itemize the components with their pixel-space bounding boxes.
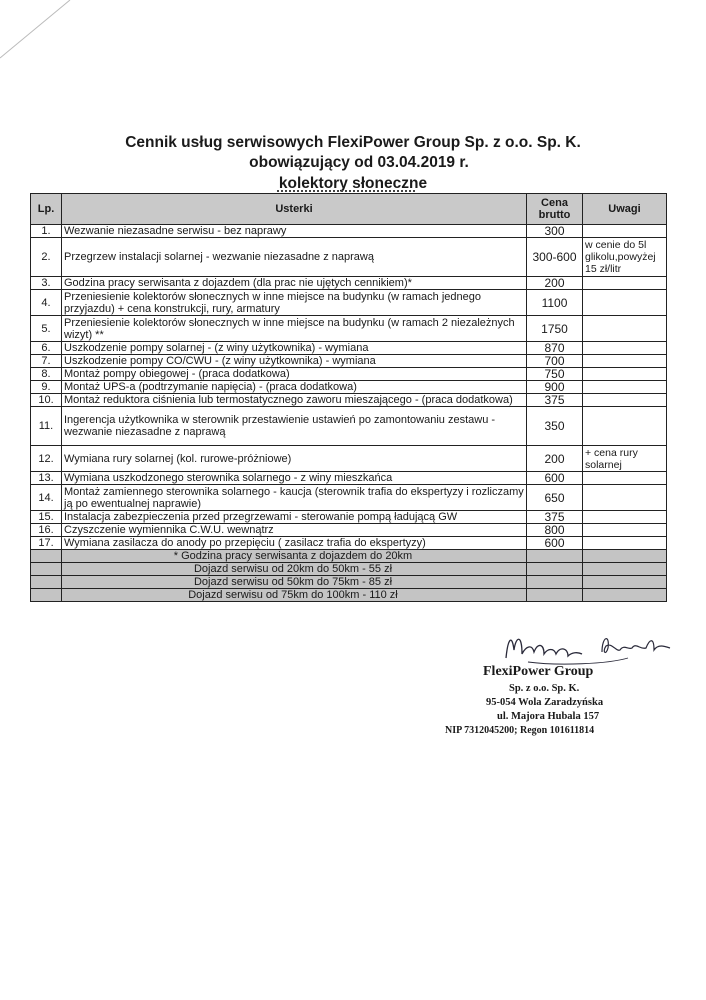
row-notes bbox=[583, 472, 667, 485]
row-desc: Wezwanie niezasadne serwisu - bez naprawy bbox=[62, 225, 527, 238]
row-lp: 16. bbox=[31, 524, 62, 537]
row-price: 800 bbox=[527, 524, 583, 537]
row-notes bbox=[583, 407, 667, 446]
footnote-text: Dojazd serwisu od 50km do 75km - 85 zł bbox=[62, 576, 527, 589]
row-desc: Uszkodzenie pompy solarnej - (z winy użytkownika) - wymiana bbox=[62, 342, 527, 355]
footnote-row bbox=[31, 589, 667, 602]
row-notes bbox=[583, 537, 667, 550]
table-row bbox=[31, 225, 667, 238]
table-row bbox=[31, 290, 667, 316]
row-desc: Instalacja zabezpieczenia przed przegrzewami - sterowanie pompą ładującą GW bbox=[62, 511, 527, 524]
row-price: 375 bbox=[527, 394, 583, 407]
row-desc: Montaż UPS-a (podtrzymanie napięcia) - (praca dodatkowa) bbox=[62, 381, 527, 394]
row-desc: Przeniesienie kolektorów słonecznych w inne miejsce na budynku (w ramach jednego przyjazdu) + cena konstrukcji, rury, armatury bbox=[62, 290, 527, 316]
row-notes bbox=[583, 485, 667, 511]
footnote-text: Dojazd serwisu od 75km do 100km - 110 zł bbox=[62, 589, 527, 602]
row-notes bbox=[583, 381, 667, 394]
row-price: 300-600 bbox=[527, 238, 583, 277]
title-line-3: kolektory słoneczne bbox=[278, 175, 428, 192]
row-lp: 14. bbox=[31, 485, 62, 511]
table-row bbox=[31, 485, 667, 511]
row-desc: Wymiana rury solarnej (kol. rurowe-próżniowe) bbox=[62, 446, 527, 472]
row-price: 600 bbox=[527, 472, 583, 485]
footnote-row bbox=[31, 550, 667, 563]
header-lp: Lp. bbox=[31, 194, 62, 225]
row-price: 1750 bbox=[527, 316, 583, 342]
row-desc: Przegrzew instalacji solarnej - wezwanie niezasadne z naprawą bbox=[62, 238, 527, 277]
footnote-spacer bbox=[31, 550, 62, 563]
row-lp: 6. bbox=[31, 342, 62, 355]
footnote-spacer bbox=[583, 563, 667, 576]
row-price: 650 bbox=[527, 485, 583, 511]
stamp-form: Sp. z o.o. Sp. K. bbox=[509, 683, 580, 694]
stamp-company: FlexiPower Group bbox=[483, 664, 594, 679]
footnote-row bbox=[31, 576, 667, 589]
row-lp: 17. bbox=[31, 537, 62, 550]
row-notes: + cena rury solarnej bbox=[583, 446, 667, 472]
footnote-spacer bbox=[583, 589, 667, 602]
row-desc: Przeniesienie kolektorów słonecznych w inne miejsce na budynku (w ramach 2 niezależnych wizyt) ** bbox=[62, 316, 527, 342]
footnote-spacer bbox=[31, 589, 62, 602]
footnote-text: * Godzina pracy serwisanta z dojazdem do 20km bbox=[62, 550, 527, 563]
table-row bbox=[31, 381, 667, 394]
title-line-2: obowiązujący od 03.04.2019 r. bbox=[249, 154, 469, 171]
row-desc: Wymiana uszkodzonego sterownika solarnego - z winy mieszkańca bbox=[62, 472, 527, 485]
row-price: 375 bbox=[527, 511, 583, 524]
row-price: 200 bbox=[527, 277, 583, 290]
table-row bbox=[31, 238, 667, 277]
row-lp: 3. bbox=[31, 277, 62, 290]
row-price: 1100 bbox=[527, 290, 583, 316]
row-lp: 11. bbox=[31, 407, 62, 446]
row-lp: 2. bbox=[31, 238, 62, 277]
row-price: 350 bbox=[527, 407, 583, 446]
row-notes bbox=[583, 225, 667, 238]
table-row bbox=[31, 524, 667, 537]
table-row bbox=[31, 472, 667, 485]
row-price: 300 bbox=[527, 225, 583, 238]
row-lp: 7. bbox=[31, 355, 62, 368]
folded-corner-mark bbox=[0, 0, 120, 60]
stamp-ids: NIP 7312045200; Regon 101611814 bbox=[445, 725, 595, 736]
table-row bbox=[31, 277, 667, 290]
row-price: 200 bbox=[527, 446, 583, 472]
row-notes: w cenie do 5l glikolu,powyżej 15 zł/litr bbox=[583, 238, 667, 277]
row-price: 600 bbox=[527, 537, 583, 550]
footnote-spacer bbox=[527, 563, 583, 576]
stamp-address-1: 95-054 Wola Zaradzyńska bbox=[486, 697, 604, 708]
row-desc: Czyszczenie wymiennika C.W.U. wewnątrz bbox=[62, 524, 527, 537]
row-notes bbox=[583, 342, 667, 355]
table-header-row bbox=[31, 194, 667, 225]
table-row bbox=[31, 407, 667, 446]
title-line-1: Cennik usług serwisowych FlexiPower Group Sp. z o.o. Sp. K. bbox=[125, 134, 581, 151]
row-desc: Uszkodzenie pompy CO/CWU - (z winy użytkownika) - wymiana bbox=[62, 355, 527, 368]
row-desc: Ingerencja użytkownika w sterownik przestawienie ustawień po zamontowaniu zestawu - wezwanie niezasadne z naprawą bbox=[62, 407, 527, 446]
row-notes bbox=[583, 316, 667, 342]
row-lp: 1. bbox=[31, 225, 62, 238]
row-desc: Godzina pracy serwisanta z dojazdem (dla prac nie ujętych cennikiem)* bbox=[62, 277, 527, 290]
table-row bbox=[31, 394, 667, 407]
row-lp: 12. bbox=[31, 446, 62, 472]
table-row bbox=[31, 511, 667, 524]
row-lp: 9. bbox=[31, 381, 62, 394]
table-row bbox=[31, 342, 667, 355]
footnote-row bbox=[31, 563, 667, 576]
row-notes bbox=[583, 277, 667, 290]
table-row bbox=[31, 368, 667, 381]
footnote-spacer bbox=[527, 576, 583, 589]
footnote-spacer bbox=[583, 550, 667, 563]
row-desc: Wymiana zasilacza do anody po przepięciu ( zasilacz trafia do ekspertyzy) bbox=[62, 537, 527, 550]
price-table bbox=[30, 193, 667, 602]
row-price: 750 bbox=[527, 368, 583, 381]
row-notes bbox=[583, 524, 667, 537]
footnote-text: Dojazd serwisu od 20km do 50km - 55 zł bbox=[62, 563, 527, 576]
footnote-spacer bbox=[31, 563, 62, 576]
header-desc: Usterki bbox=[62, 194, 527, 225]
row-notes bbox=[583, 290, 667, 316]
row-lp: 5. bbox=[31, 316, 62, 342]
table-row bbox=[31, 316, 667, 342]
row-desc: Montaż reduktora ciśnienia lub termostatycznego zaworu mieszającego - (praca dodatkowa) bbox=[62, 394, 527, 407]
row-notes bbox=[583, 355, 667, 368]
stamp-address-2: ul. Majora Hubala 157 bbox=[497, 711, 600, 722]
header-notes: Uwagi bbox=[583, 194, 667, 225]
row-notes bbox=[583, 511, 667, 524]
title-underline bbox=[277, 190, 415, 192]
row-lp: 15. bbox=[31, 511, 62, 524]
table-row bbox=[31, 355, 667, 368]
footnote-spacer bbox=[31, 576, 62, 589]
row-price: 900 bbox=[527, 381, 583, 394]
table-row bbox=[31, 537, 667, 550]
row-price: 700 bbox=[527, 355, 583, 368]
footnote-spacer bbox=[527, 589, 583, 602]
row-price: 870 bbox=[527, 342, 583, 355]
table-row bbox=[31, 446, 667, 472]
row-notes bbox=[583, 368, 667, 381]
footnote-spacer bbox=[527, 550, 583, 563]
row-lp: 8. bbox=[31, 368, 62, 381]
row-lp: 10. bbox=[31, 394, 62, 407]
footnote-spacer bbox=[583, 576, 667, 589]
header-price: Cena brutto bbox=[527, 194, 583, 225]
row-lp: 4. bbox=[31, 290, 62, 316]
row-notes bbox=[583, 394, 667, 407]
row-desc: Montaż zamiennego sterownika solarnego - kaucja (sterownik trafia do ekspertyzy i rozliczamy ją po ewentualnej naprawie) bbox=[62, 485, 527, 511]
row-lp: 13. bbox=[31, 472, 62, 485]
row-desc: Montaż pompy obiegowej - (praca dodatkowa) bbox=[62, 368, 527, 381]
